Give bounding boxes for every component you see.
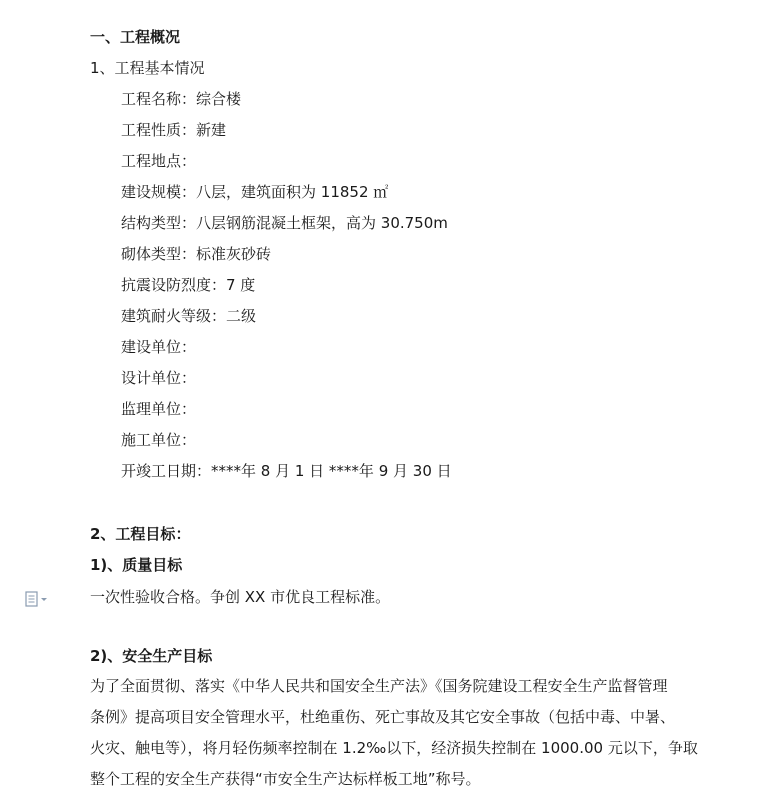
subheading-basic-info: 1、工程基本情况 bbox=[90, 59, 205, 77]
safety-goal-line: 为了全面贯彻、落实《中华人民共和国安全生产法》《国务院建设工程安全生产监督管理 bbox=[90, 677, 668, 695]
heading-quality-goal: 1)、质量目标 bbox=[90, 556, 183, 574]
info-construction-scale: 建设规模：八层，建筑面积为 11852 ㎡ bbox=[121, 183, 389, 201]
info-fire-rating: 建筑耐火等级：二级 bbox=[121, 307, 257, 325]
safety-goal-line: 整个工程的安全生产获得“市安全生产达标样板工地”称号。 bbox=[90, 770, 481, 788]
info-owner-unit: 建设单位： bbox=[121, 338, 197, 356]
info-masonry-type: 砌体类型：标准灰砂砖 bbox=[121, 245, 272, 263]
quality-goal-text: 一次性验收合格。争创 XX 市优良工程标准。 bbox=[90, 588, 391, 606]
info-construction-unit: 施工单位： bbox=[121, 431, 197, 449]
info-project-nature: 工程性质：新建 bbox=[121, 121, 227, 139]
info-design-unit: 设计单位： bbox=[121, 369, 197, 387]
info-project-location: 工程地点： bbox=[121, 152, 197, 170]
safety-goal-paragraph bbox=[90, 671, 730, 795]
info-supervision-unit: 监理单位： bbox=[121, 400, 197, 418]
safety-goal-line: 条例》提高项目安全管理水平，杜绝重伤、死亡事故及其它安全事故（包括中毒、中暑、 bbox=[90, 708, 676, 726]
info-schedule-dates: 开竣工日期：****年 8 月 1 日 ****年 9 月 30 日 bbox=[121, 462, 452, 480]
paste-options-icon[interactable] bbox=[24, 590, 52, 608]
section-heading-overview: 一、工程概况 bbox=[90, 28, 181, 46]
heading-safety-goal: 2)、安全生产目标 bbox=[90, 647, 213, 665]
info-structure-type: 结构类型：八层钢筋混凝土框架，高为 30.750m bbox=[121, 214, 448, 232]
subheading-project-goals: 2、工程目标： bbox=[90, 525, 191, 543]
safety-goal-line: 火灾、触电等），将月轻伤频率控制在 1.2‰以下，经济损失控制在 1000.00 元以下，争取 bbox=[90, 739, 698, 757]
info-seismic-intensity: 抗震设防烈度：7 度 bbox=[121, 276, 256, 294]
info-project-name: 工程名称：综合楼 bbox=[121, 90, 242, 108]
